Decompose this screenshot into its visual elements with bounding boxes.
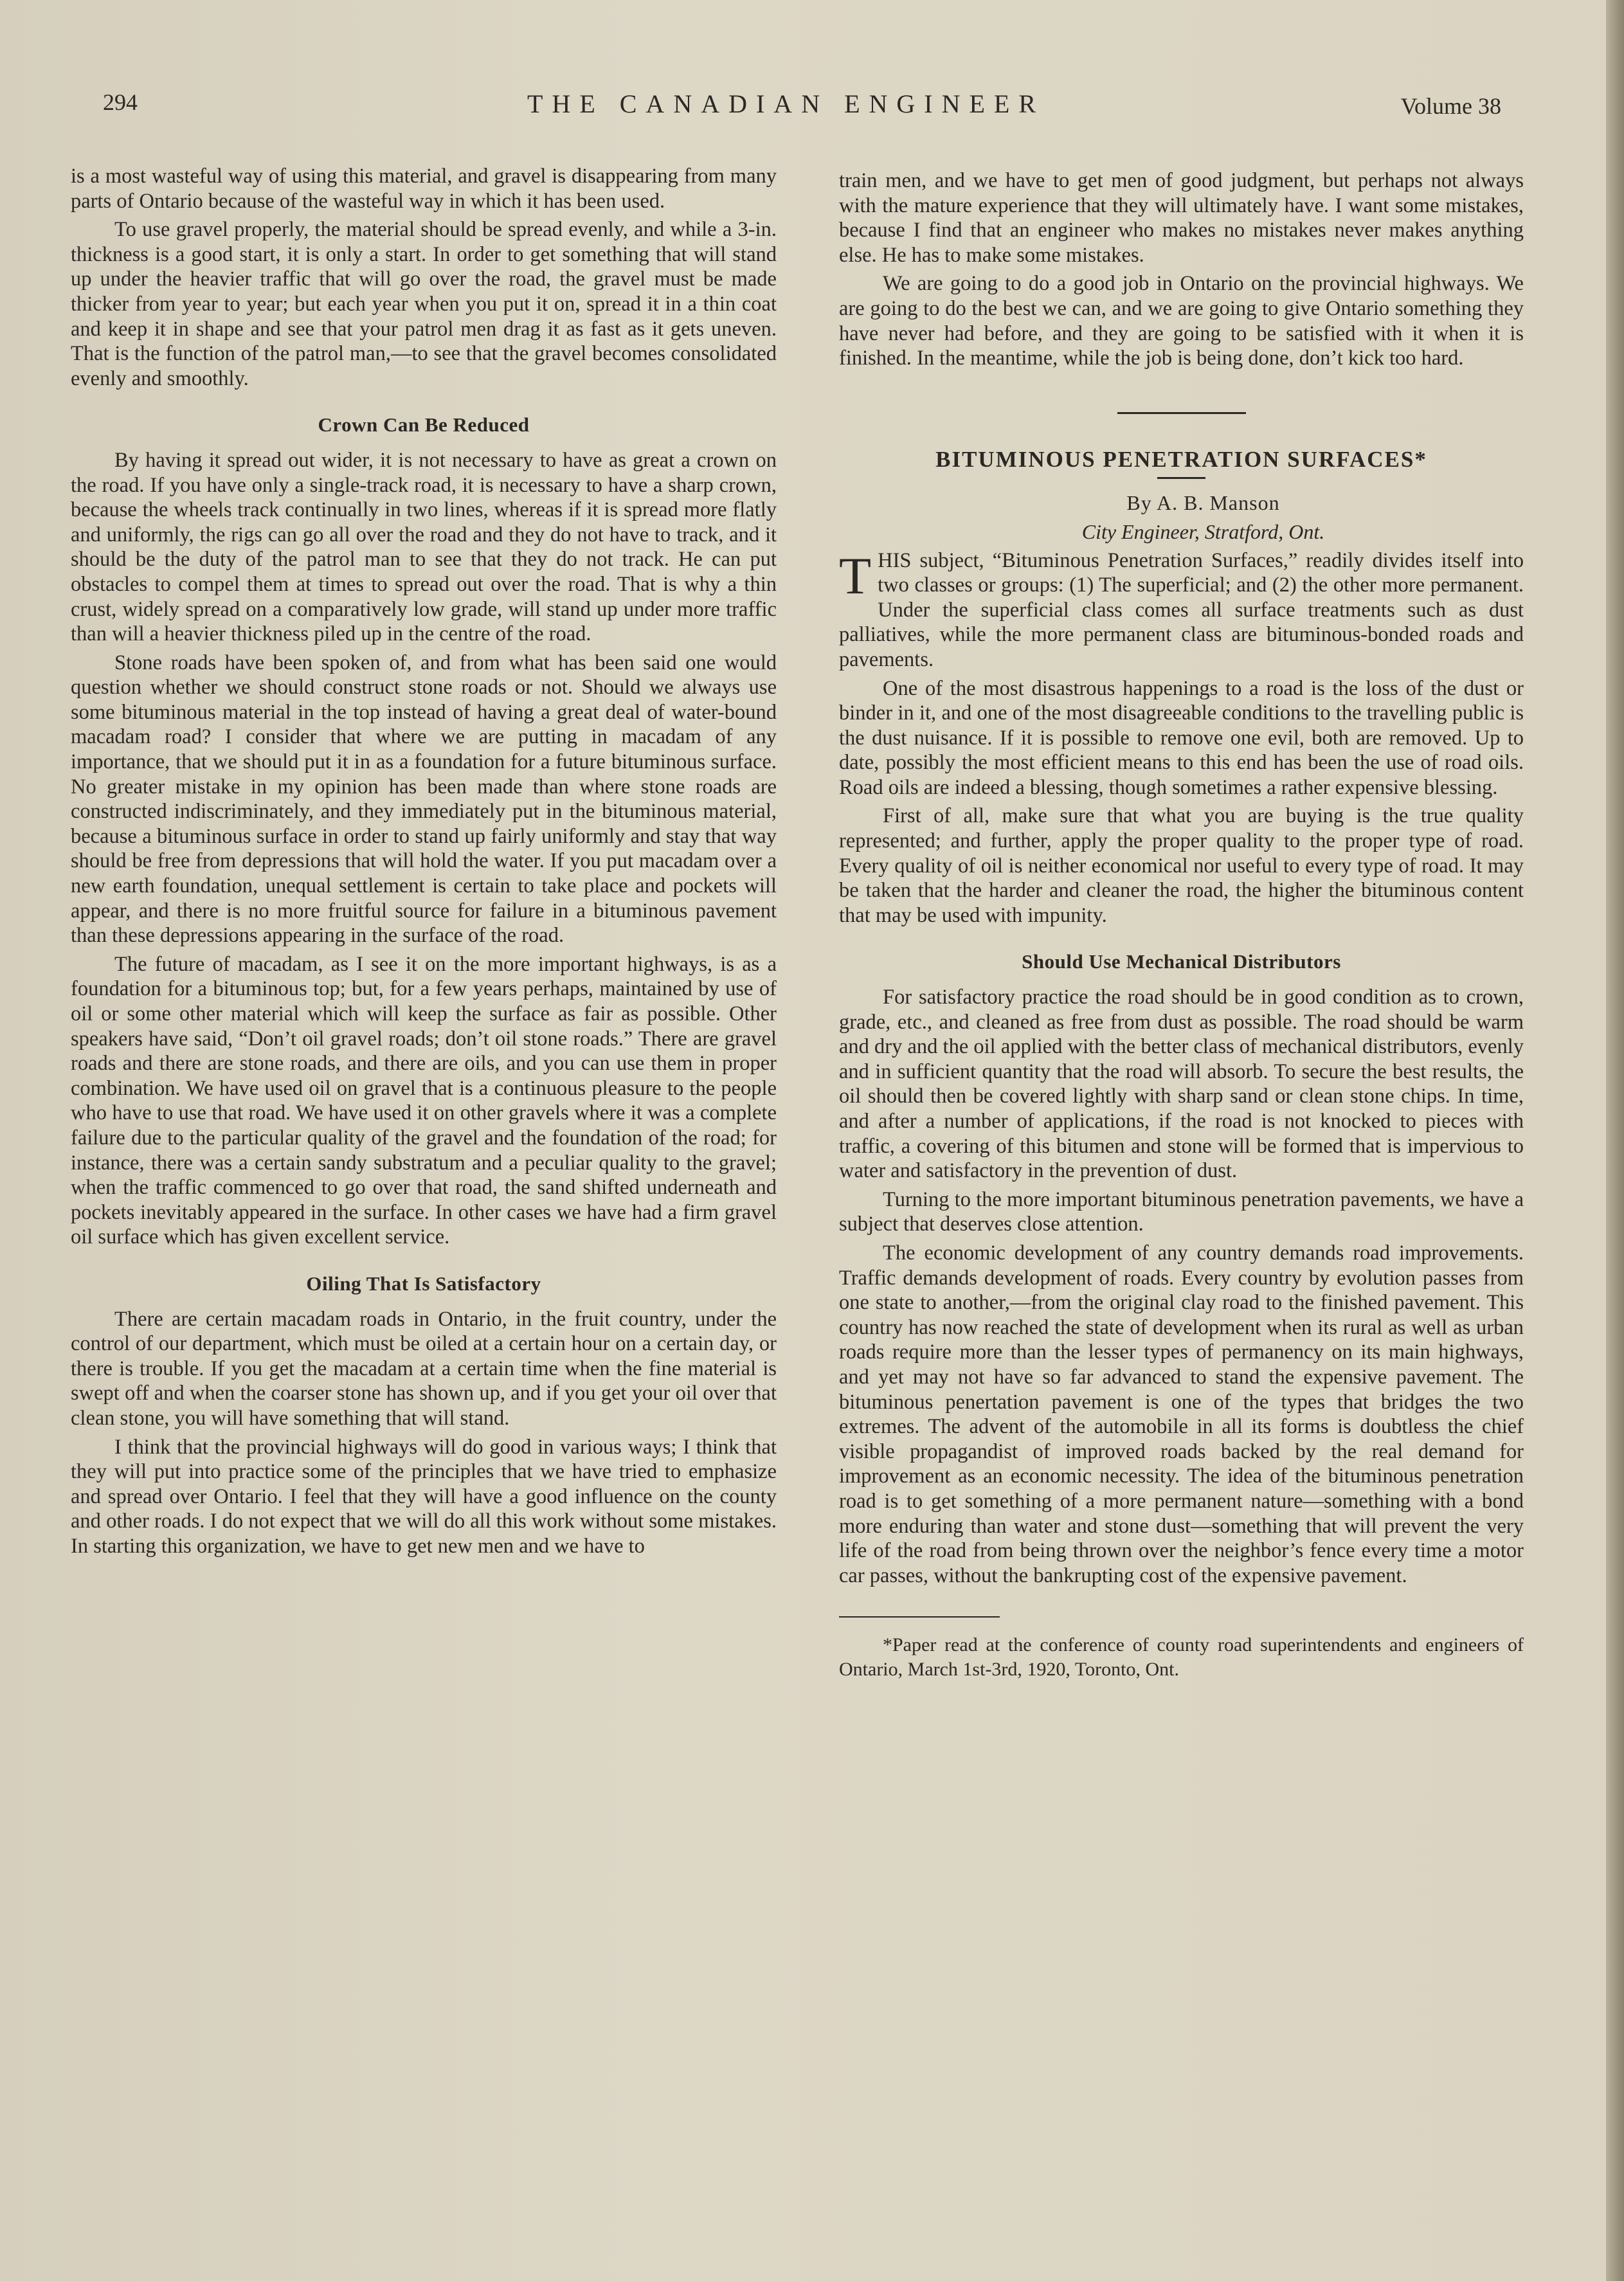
paragraph: Turning to the more important bituminous penetration pavements, we have a subject that deserves close attention. xyxy=(839,1187,1524,1236)
page-header xyxy=(103,89,1501,134)
paragraph: I think that the provincial highways will do good in various ways; I think that they will put into practice some of the principles that we have tried to emphasize and spread over Ontario. I feel that they will have a good influence on the county and other roads. I do not expect that we will do all this work without some mistakes. In starting this organization, we have to get new men and we have to xyxy=(71,1435,777,1558)
paragraph: is a most wasteful way of using this material, and gravel is disappearing from many parts of Ontario because of the wasteful way in which it has been used. xyxy=(71,165,777,213)
section-heading: Crown Can Be Reduced xyxy=(318,413,530,437)
article-divider xyxy=(1117,412,1246,414)
paragraph: We are going to do a good job in Ontario on the provincial highways. We are going to do the best we can, and we are going to give Ontario something they have never had before, and they are going to be satisfied with it when it is finished. In the meantime, while the job is being done, don’t kick too hard. xyxy=(839,272,1524,370)
title-rule xyxy=(1157,477,1205,479)
paragraph: One of the most disastrous happenings to a road is the loss of the dust or binder in it, and one of the most disagreeable conditions to the travelling public is the dust nuisance. If it is possible to remove one evil, both are removed. Up to date, possibly the most efficient means to this end has been the use of road oils. Road oils are indeed a blessing, though sometimes a rather expensive blessing. xyxy=(839,676,1524,799)
paragraph: First of all, make sure that what you are buying is the true quality represented; and further, apply the proper quality to the proper type of road. Every quality of oil is neither economical nor useful to every type of road. It may be taken that the harder and cleaner the road, the higher the bituminous content that may be used with impunity. xyxy=(839,804,1524,927)
page-number: 294 xyxy=(103,89,138,115)
journal-title: THE CANADIAN ENGINEER xyxy=(527,89,1045,118)
right-column xyxy=(839,168,1524,1686)
byline: By A. B. Manson xyxy=(1126,491,1280,515)
paragraph: For satisfactory practice the road should be in good condition as to crown, grade, etc., and cleaned as free from dust as possible. The road should be warm and dry and the oil applied with the better class of mechanical distributors, evenly and in sufficient quantity that the road will absorb. To secure the best results, the oil should then be covered lightly with sharp sand or clean stone chips. In time, and after a number of applications, if the road is not knocked to pieces with traffic, a covering of this bitumen and stone will be formed that is impervious to water and satisfactory in the prevention of dust. xyxy=(839,986,1524,1183)
paragraph: By having it spread out wider, it is not necessary to have as great a crown on the road. If you have only a single-track road, it is necessary to have a sharp crown, because the wheels track continually in two lines, whereas if it is spread more flatly and uniformly, the rigs can go all over the road and they do not have to track, and it should be the duty of the patrol man to see that they do not track. He can put obstacles to compel them at times to spread out over the road. That is why a thin crust, widely spread on a comparatively low grade, will stand up under more traffic than will a heavier thickness piled up in the centre of the road. xyxy=(71,448,777,646)
paragraph: train men, and we have to get men of good judgment, but perhaps not always with the mature experience that they will ultimately have. I want some mistakes, because I find that an engineer who makes no mistakes never makes anything else. He has to make some mistakes. xyxy=(839,169,1524,267)
paragraph: Stone roads have been spoken of, and from what has been said one would question whether we should construct stone roads or not. Should we always use some bituminous material in the top instead of having a great deal of water-bound macadam road? I consider that where we are putting in macadam of any importance, that we should put it in as a foundation for a future bituminous surface. No greater mistake in my opinion has been made than where stone roads are constructed indiscriminately, and they immediately put in the bituminous material, because a bituminous surface in order to stand up fairly uniformly and stay that way should be free from depressions that will hold the water. If you put macadam over a new earth foundation, unequal settlement is certain to take place and pockets will appear, and there is no more fruitful source for failure in a bituminous pavement than these depressions appearing in the surface of the road. xyxy=(71,651,777,948)
paragraph: The future of macadam, as I see it on the more important highways, is as a foundation for a bituminous top; but, for a few years perhaps, maintained by use of oil or some other material which will keep the surface as fair as possible. Other speakers have said, “Don’t oil gravel roads; don’t oil stone roads.” There are gravel roads and there are stone roads, and there are oils, and you can use them in proper combination. We have used oil on gravel that is a continuous pleasure to the people who have to use that road. We have used it on other gravels where it was a complete failure due to the particular quality of the gravel and the foundation of the road; for instance, there was a certain sandy substratum and a peculiar quality to the gravel; when the traffic commenced to go over that road, the sand shifted underneath and pockets inevitably appeared in the surface. In other cases we have had a firm gravel oil surface which has given excellent service. xyxy=(71,952,777,1249)
paragraph-text: HIS subject, “Bituminous Penetration Surfaces,” readily divides itself into two classes or groups: (1) The superficial; and (2) the other more permanent. Under the superficial class comes all surface treatments such as dust palliatives, while the more permanent class are bituminous-bonded roads and pavements. xyxy=(839,548,1524,671)
article-title: BITUMINOUS PENETRATION SURFACES* xyxy=(935,446,1427,472)
paragraph xyxy=(839,548,1524,672)
author-affiliation: City Engineer, Stratford, Ont. xyxy=(1081,519,1325,543)
drop-cap: T xyxy=(839,546,872,605)
paragraph: To use gravel properly, the material should be spread evenly, and while a 3-in. thickness is a good start, it is only a start. In order to get something that will stand up under the heavier traffic that will go over the road, the gravel must be made thicker from year to year; but each year when you put it on, spread it in a thin coat and keep it in shape and see that your patrol men drag it as fast as it gets uneven. That is the function of the patrol man,—to see that the gravel becomes consolidated evenly and smoothly. xyxy=(71,218,777,390)
paragraph: There are certain macadam roads in Ontario, in the fruit country, under the control of our department, which must be oiled at a certain hour on a certain day, or there is trouble. If you get the macadam at a certain time when the fine material is swept off and when the coarser stone has shown up, and if you get your oil over that clean stone, you will have something that will stand. xyxy=(71,1307,777,1430)
left-column xyxy=(71,164,777,1562)
page-edge-shadow xyxy=(1606,0,1624,2281)
paragraph: The economic development of any country demands road improvements. Traffic demands development of roads. Every country by evolution passes from one state to another,—from the original clay road to the finished pavement. This country has now reached the state of development when its rural as well as urban roads require more than the lesser types of permanency on its main highways, and yet may not have so far advanced to stand the expensive pavement. The bituminous penertation pavement is one of the types that bridges the two extremes. The advent of the automobile in all its forms is doubtless the chief visible propagandist of improved roads backed by the real demand for improvement as an economic necessity. The idea of the bituminous penetration road is to get something of a more permanent nature—something with a bond more enduring than water and stone dust—something that will prevent the very life of the road from being thrown over the neighbor’s fence every time a motor car passes, without the bankrupting cost of the expensive pavement. xyxy=(839,1241,1524,1587)
section-heading: Should Use Mechanical Distributors xyxy=(1022,950,1341,973)
footnote: *Paper read at the conference of county road superintendents and engineers of Ontario, March 1st-3rd, 1920, Toronto, Ont. xyxy=(839,1634,1524,1681)
section-heading: Oiling That Is Satisfactory xyxy=(306,1272,541,1295)
footnote-rule xyxy=(839,1616,1000,1618)
volume-label: Volume 38 xyxy=(1400,93,1501,119)
